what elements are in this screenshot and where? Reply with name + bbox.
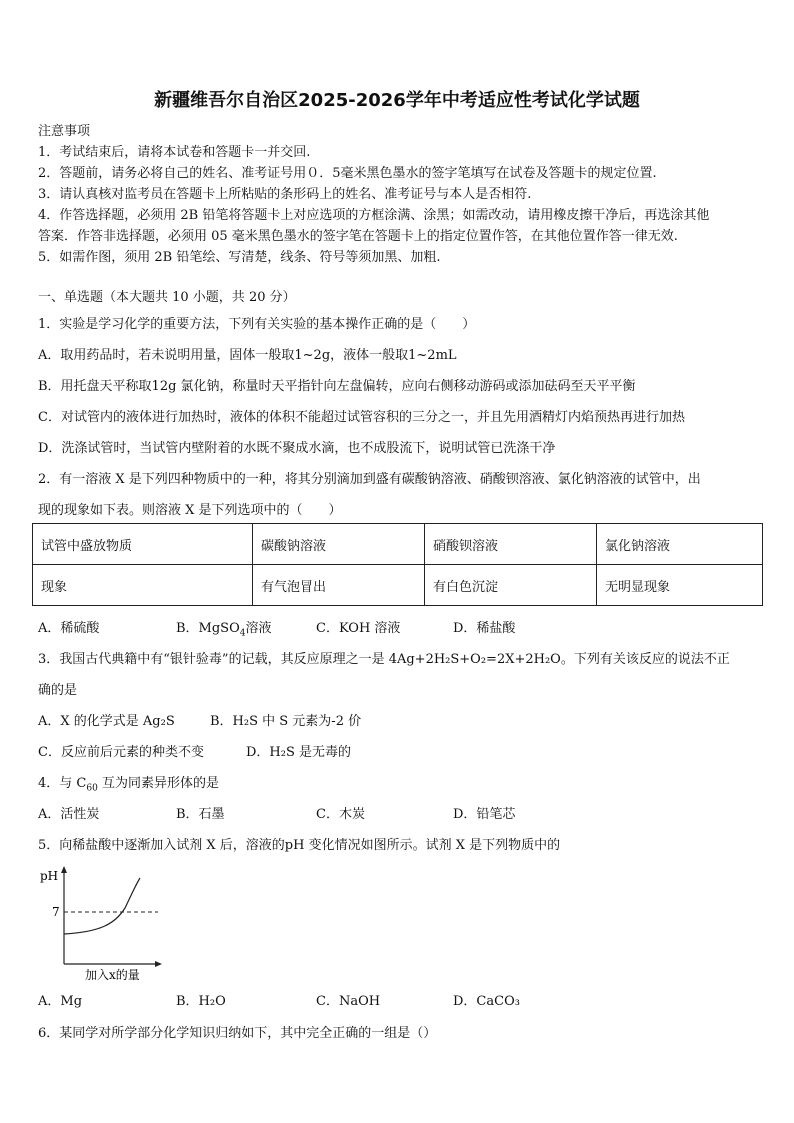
notice-item: 5．如需作图，须用 2B 铅笔绘、写清楚，线条、符号等须加黑、加粗. [38,250,441,265]
table-cell: 碳酸钠溶液 [253,524,425,565]
page-title: 新疆维吾尔自治区2025-2026学年中考适应性考试化学试题 [154,90,640,111]
table-row [33,565,763,606]
question-1-stem: 1．实验是学习化学的重要方法，下列有关实验的基本操作正确的是（ ） [38,317,476,332]
question-2-option-b: B．MgSO$_4$溶液 [176,621,272,639]
question-2-stem: 2．有一溶液 X 是下列四种物质中的一种，将其分别滴加到盛有碳酸钠溶液、硝酸钡溶液、氯化钠溶液的试管中，出 [38,472,701,487]
ph-graph [30,862,170,982]
graph-tick-7: 7 [52,905,60,919]
question-5-option-d: D．CaCO₃ [453,994,520,1009]
y-axis-arrow-icon [61,866,67,873]
notice-heading: 注意事项 [38,124,91,139]
question-2-option-d: D．稀盐酸 [453,621,516,636]
table-cell: 氯化钠溶液 [597,524,763,565]
question-5-option-b: B．H₂O [176,994,226,1009]
question-1-option-c: C．对试管内的液体进行加热时，液体的体积不能超过试管容积的三分之一，并且先用酒精灯内焰预热再进行加热 [38,410,685,425]
x-axis-arrow-icon [155,961,162,967]
notice-item: 1．考试结束后，请将本试卷和答题卡一并交回. [38,145,311,160]
question-1-option-a: A．取用药品时，若未说明用量，固体一般取1~2g，液体一般取1~2mL [38,348,457,363]
question-2-option-c: C．KOH 溶液 [316,621,401,636]
question-6-stem: 6．某同学对所学部分化学知识归纳如下，其中完全正确的一组是（） [38,1026,437,1041]
question-4-option-c: C．木炭 [316,807,365,822]
question-4-option-b: B．石墨 [176,807,225,822]
table-cell: 无明显现象 [597,565,763,606]
question-3-option-c: C．反应前后元素的种类不变 [38,745,204,760]
notice-item: 答案．作答非选择题，必须用 05 毫米黑色墨水的签字笔在答题卡上的指定位置作答，在其他位置作答一律无效. [38,229,678,244]
notice-item: 3．请认真核对监考员在答题卡上所粘贴的条形码上的姓名、准考证号与本人是否相符. [38,187,532,202]
table-row [33,524,763,565]
section-heading: 一、单选题（本大题共 10 小题，共 20 分） [38,290,296,305]
table-cell: 硝酸钡溶液 [425,524,597,565]
graph-y-label: pH [40,869,59,883]
question-3-option-d: D．H₂S 是无毒的 [246,745,352,760]
table-cell: 有白色沉淀 [425,565,597,606]
question-3-option-b: B．H₂S 中 S 元素为-2 价 [210,714,362,729]
question-1-option-b: B．用托盘天平称取12g 氯化钠，称量时天平指针向左盘偏转，应向右侧移动游码或添加砝码至天平平衡 [38,379,636,394]
table-cell: 试管中盛放物质 [33,524,253,565]
notice-item: 4．作答选择题，必须用 2B 铅笔将答题卡上对应选项的方框涂满、涂黑；如需改动，请用橡皮擦干净后，再选涂其他 [38,208,710,223]
question-3-stem: 3．我国古代典籍中有“银针验毒”的记载，其反应原理之一是 4Ag+2H₂S+O₂=2X+2H₂O。下列有关该反应的说法不正 [38,652,730,667]
table-cell: 有气泡冒出 [253,565,425,606]
question-5-stem: 5．向稀盐酸中逐渐加入试剂 X 后，溶液的pH 变化情况如图所示。试剂 X 是下列物质中的 [38,838,561,853]
question-5-option-c: C．NaOH [316,994,381,1009]
table-cell: 现象 [33,565,253,606]
question-4-stem: 4．与 $C_{60}$ 互为同素异形体的是 [38,776,219,794]
question-3-option-a: A．X 的化学式是 Ag₂S [38,714,175,729]
question-2-option-a: A．稀硫酸 [38,621,100,636]
question-2-stem-cont: 现的现象如下表。则溶液 X 是下列选项中的（ ） [38,503,342,518]
question-4-option-d: D．铅笔芯 [453,807,516,822]
observation-table [32,523,763,606]
notice-item: 2．答题前，请务必将自己的姓名、准考证号用０．5毫米黑色墨水的签字笔填写在试卷及答题卡的规定位置. [38,166,657,181]
question-5-option-a: A．Mg [38,994,83,1009]
question-1-option-d: D．洗涤试管时，当试管内壁附着的水既不聚成水滴，也不成股流下，说明试管已洗涤干净 [38,441,556,456]
question-4-option-a: A．活性炭 [38,807,100,822]
question-3-stem-cont: 确的是 [38,683,78,698]
ph-curve [64,878,140,934]
graph-x-label: 加入x的量 [85,968,140,982]
